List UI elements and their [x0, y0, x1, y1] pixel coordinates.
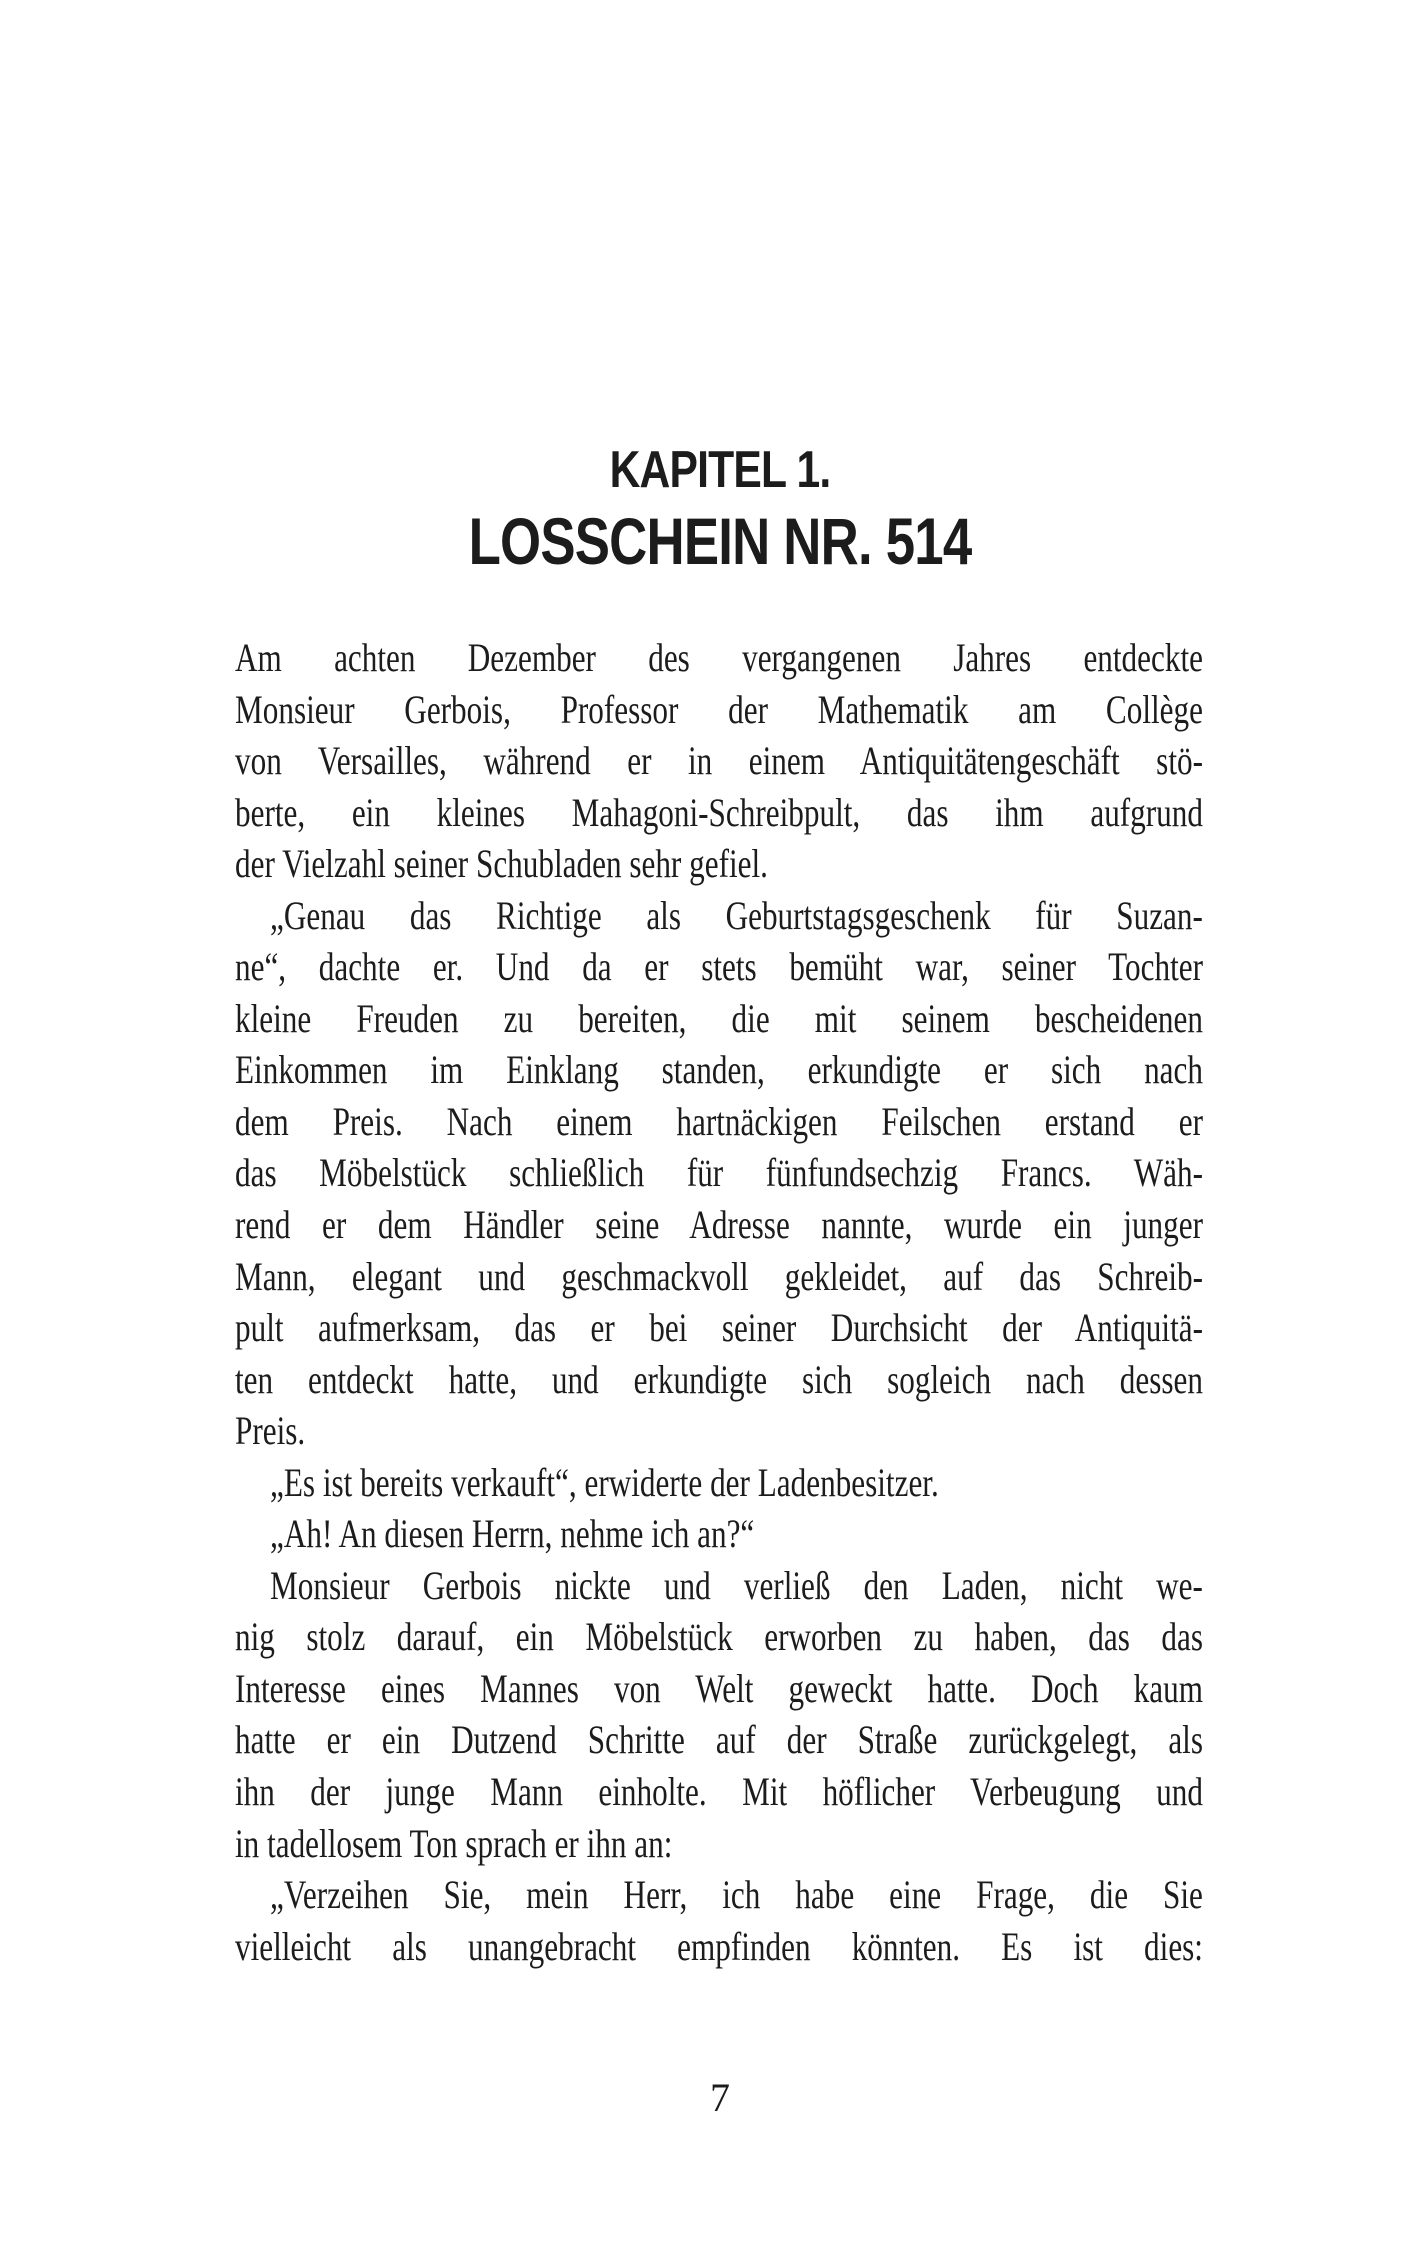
- text-line: ten entdeckt hatte, und erkundigte sich sogleich nach dessen: [235, 1356, 1203, 1402]
- text-line: Am achten Dezember des vergangenen Jahres entdeckte: [235, 635, 1203, 680]
- page-number: 7: [710, 2075, 730, 2120]
- text-line: Einkommen im Einklang standen, erkundigte er sich nach: [235, 1047, 1203, 1093]
- text-line: rend er dem Händler seine Adresse nannte, wurde ein junger: [235, 1202, 1203, 1248]
- text-line: berte, ein kleines Mahagoni-Schreibpult, das ihm aufgrund: [235, 789, 1203, 835]
- body-text: [235, 632, 1203, 1972]
- text-line: von Versailles, während er in einem Antiquitätengeschäft stö-: [235, 738, 1203, 784]
- text-line: Interesse eines Mannes von Welt geweckt hatte. Doch kaum: [235, 1665, 1203, 1711]
- text-line: „Ah! An diesen Herrn, nehme ich an?“: [270, 1511, 755, 1557]
- text-line: das Möbelstück schließlich für fünfundsechzig Francs. Wäh-: [235, 1150, 1203, 1196]
- text-line: Preis.: [235, 1408, 306, 1454]
- text-line: „Es ist bereits verkauft“, erwiderte der Ladenbesitzer.: [270, 1459, 939, 1505]
- text-line: „Verzeihen Sie, mein Herr, ich habe eine Frage, die Sie: [270, 1872, 1203, 1918]
- text-line: pult aufmerksam, das er bei seiner Durchsicht der Antiquitä-: [235, 1305, 1203, 1351]
- text-line: dem Preis. Nach einem hartnäckigen Feilschen erstand er: [235, 1098, 1203, 1144]
- text-line: Mann, elegant und geschmackvoll gekleidet, auf das Schreib-: [235, 1253, 1203, 1299]
- text-line: nig stolz darauf, ein Möbelstück erworben zu haben, das das: [235, 1614, 1203, 1660]
- chapter-label: KAPITEL 1.: [609, 441, 831, 499]
- text-line: in tadellosem Ton sprach er ihn an:: [235, 1820, 673, 1866]
- text-line: kleine Freuden zu bereiten, die mit seinem bescheidenen: [235, 995, 1203, 1041]
- text-line: hatte er ein Dutzend Schritte auf der Straße zurückgelegt, als: [235, 1717, 1203, 1763]
- text-line: „Genau das Richtige als Geburtstagsgeschenk für Suzan-: [270, 892, 1203, 938]
- text-line: ihn der junge Mann einholte. Mit höflicher Verbeugung und: [235, 1769, 1203, 1815]
- text-line: der Vielzahl seiner Schubladen sehr gefiel.: [235, 841, 768, 887]
- text-line: Monsieur Gerbois nickte und verließ den Laden, nicht we-: [270, 1562, 1203, 1608]
- chapter-title: LOSSCHEIN NR. 514: [468, 504, 972, 578]
- text-line: ne“, dachte er. Und da er stets bemüht war, seiner Tochter: [235, 944, 1203, 990]
- text-line: vielleicht als unangebracht empfinden könnten. Es ist dies:: [235, 1923, 1203, 1969]
- text-line: Monsieur Gerbois, Professor der Mathematik am Collège: [235, 686, 1203, 732]
